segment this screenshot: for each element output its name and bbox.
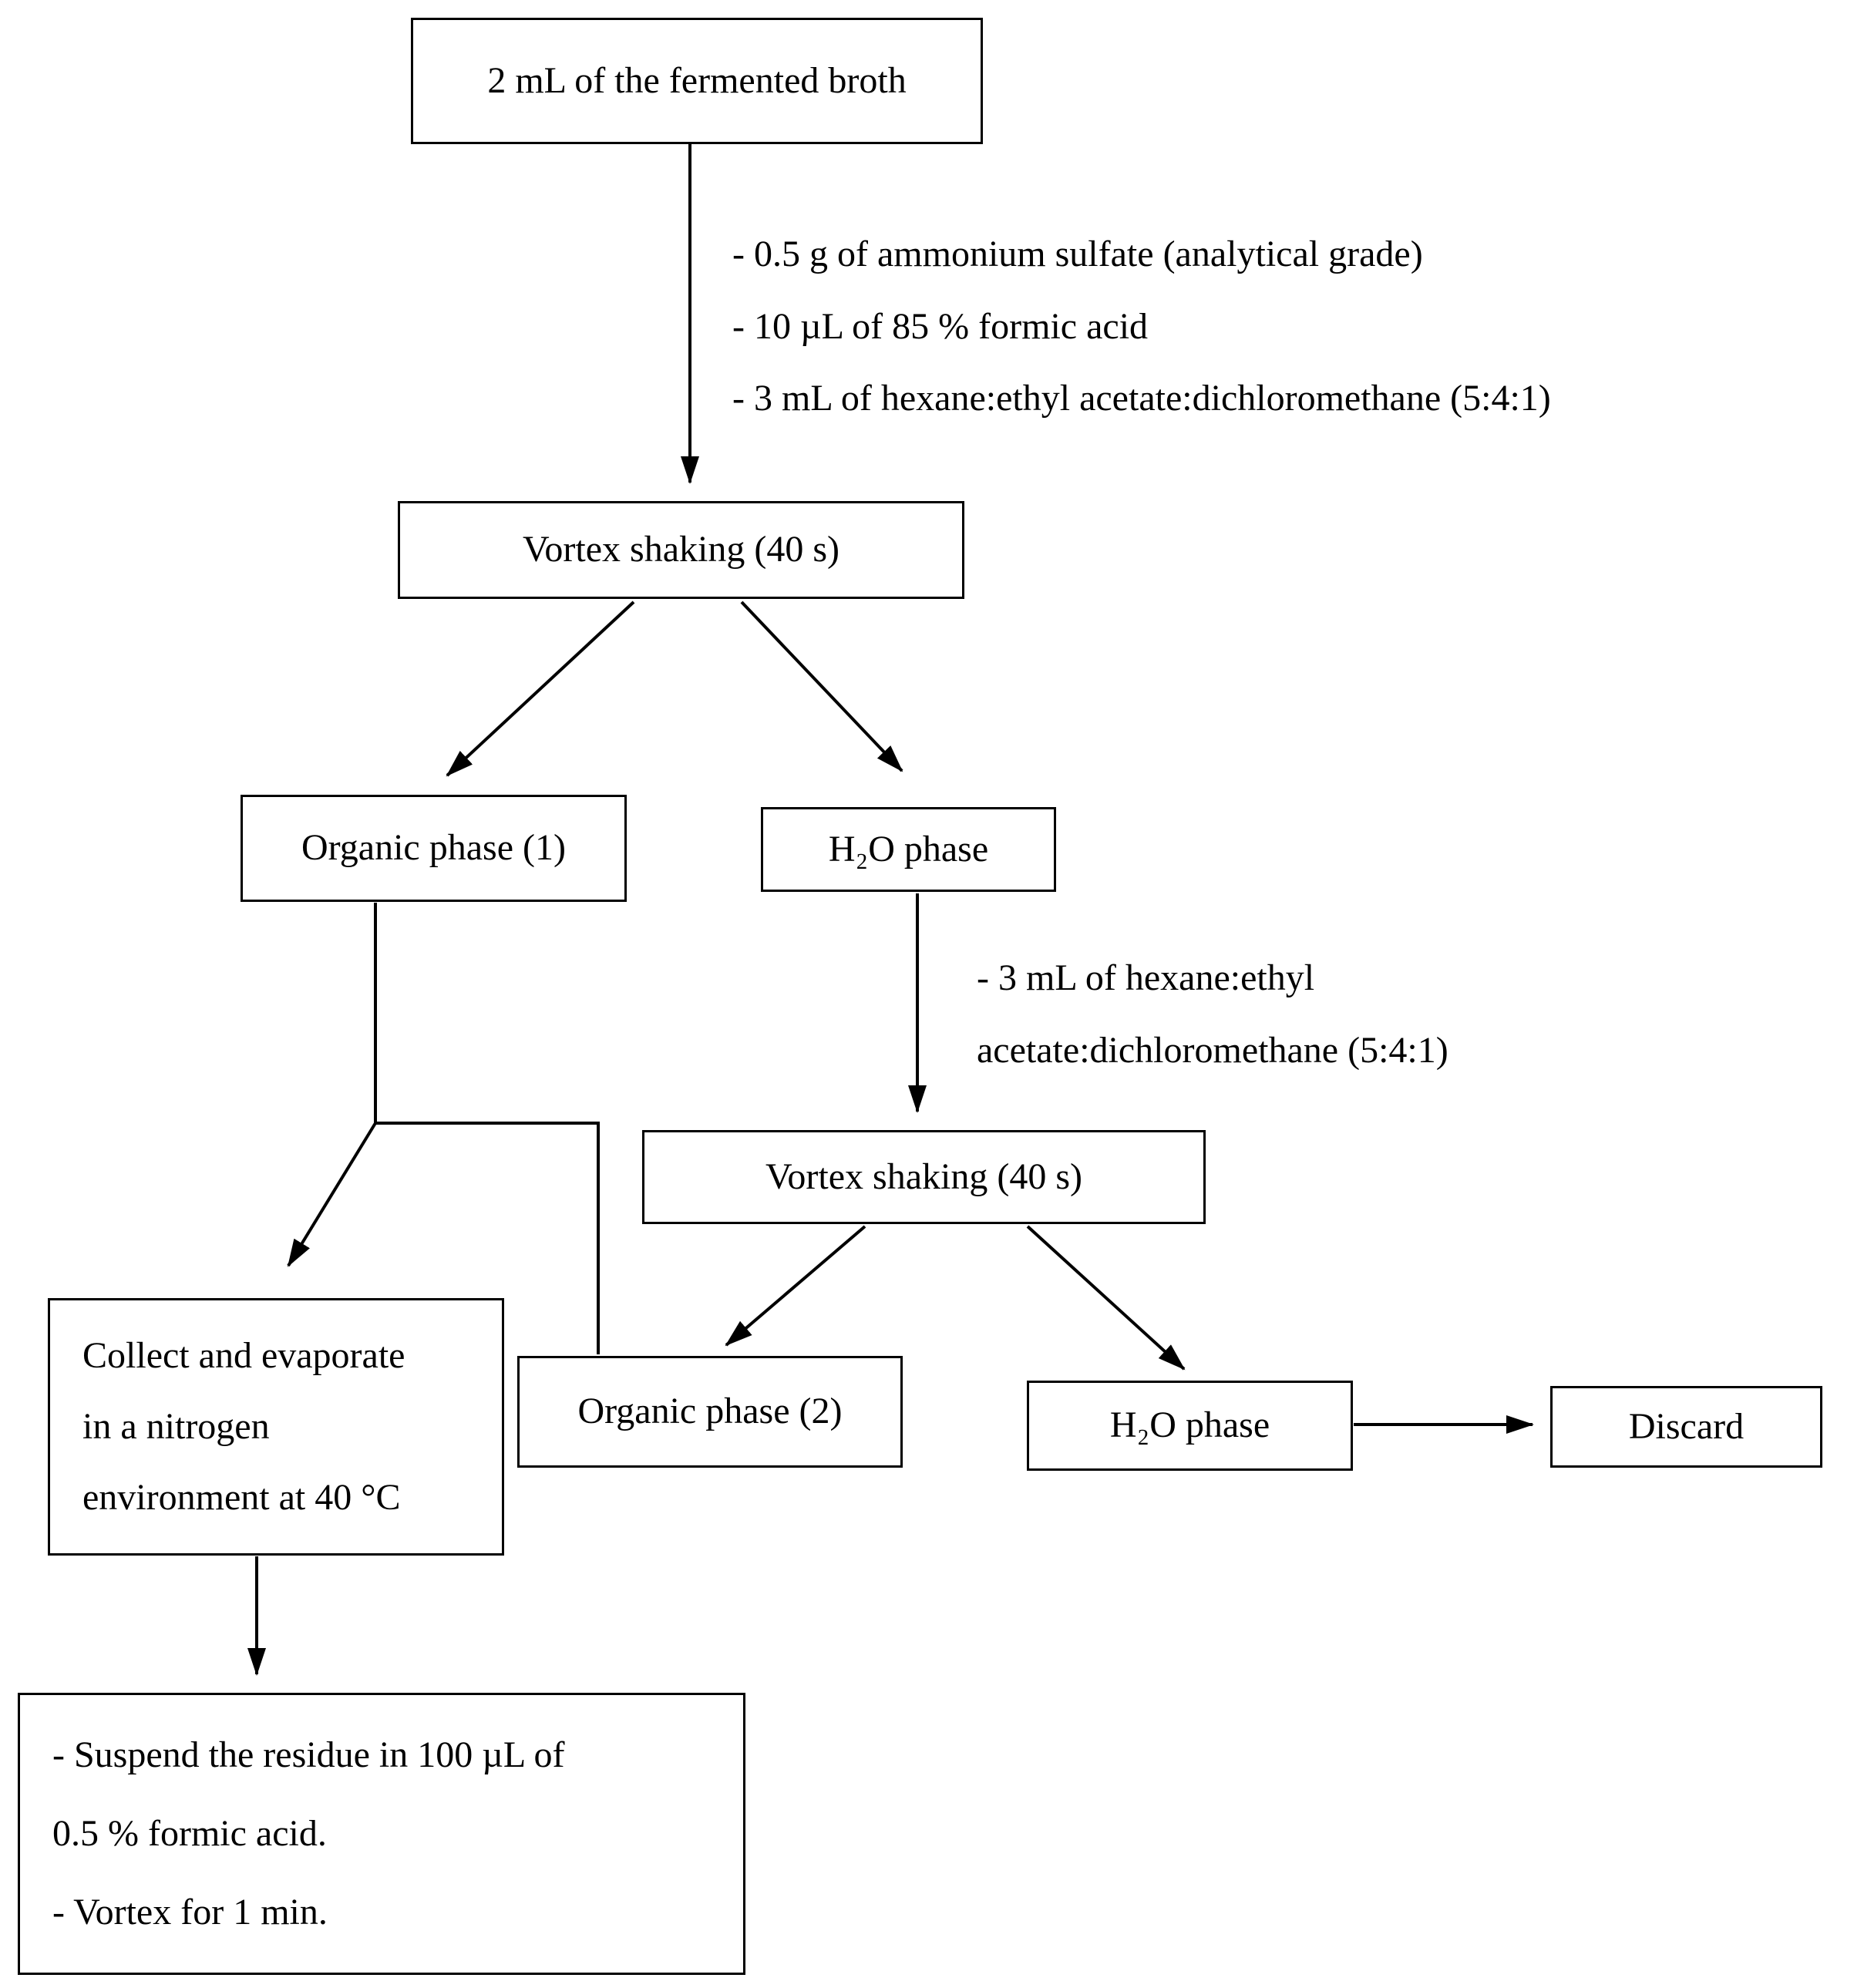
- arrow-vortex1-to-organic1: [447, 602, 634, 775]
- node-fermented-broth: [411, 18, 983, 144]
- annotation-step1-line1: - 0.5 g of ammonium sulfate (analytical grade): [732, 234, 1423, 274]
- node-collect-evaporate-line2: in a nitrogen: [82, 1405, 270, 1447]
- node-vortex-shaking-2: [642, 1130, 1206, 1224]
- node-collect-evaporate: [48, 1298, 504, 1556]
- node-vortex-shaking-1-label: Vortex shaking (40 s): [522, 529, 840, 570]
- node-collect-evaporate-line1: Collect and evaporate: [82, 1334, 405, 1376]
- node-organic-phase-1: [241, 795, 627, 902]
- node-water-phase-1-label: H₂O phase: [828, 828, 989, 870]
- arrow-vortex1-to-water1: [742, 602, 902, 771]
- node-organic-phase-2-label: Organic phase (2): [577, 1391, 843, 1432]
- node-suspend-residue-line1: - Suspend the residue in 100 µL of: [52, 1734, 565, 1776]
- annotation-step2-line1: - 3 mL of hexane:ethyl: [977, 957, 1315, 998]
- annotation-step1-line3: - 3 mL of hexane:ethyl acetate:dichloromethane (5:4:1): [732, 378, 1551, 419]
- node-water-phase-2-label: H₂O phase: [1109, 1404, 1270, 1446]
- annotation-step1-line2: - 10 µL of 85 % formic acid: [732, 305, 1149, 347]
- node-vortex-shaking-2-label: Vortex shaking (40 s): [765, 1155, 1083, 1197]
- annotation-step1-additives: [732, 218, 1551, 435]
- node-organic-phase-1-label: Organic phase (1): [301, 827, 566, 869]
- node-organic-phase-2: [517, 1356, 903, 1468]
- node-discard-label: Discard: [1628, 1405, 1745, 1447]
- node-collect-evaporate-line3: environment at 40 °C: [82, 1477, 401, 1519]
- node-vortex-shaking-1: [398, 501, 964, 599]
- node-discard: [1550, 1386, 1822, 1468]
- annotation-step2-line2: acetate:dichloromethane (5:4:1): [977, 1029, 1448, 1071]
- node-water-phase-2: [1027, 1381, 1353, 1471]
- node-suspend-residue: [18, 1693, 745, 1975]
- connector-organic-phases: [375, 903, 598, 1354]
- node-suspend-residue-line3: - Vortex for 1 min.: [52, 1891, 328, 1932]
- arrow-vortex2-to-organic2: [726, 1226, 865, 1345]
- annotation-step2-solvent: [977, 942, 1448, 1086]
- node-water-phase-1: [761, 807, 1056, 892]
- node-suspend-residue-line2: 0.5 % formic acid.: [52, 1813, 327, 1855]
- arrow-vortex2-to-water2: [1028, 1226, 1184, 1369]
- node-fermented-broth-label: 2 mL of the fermented broth: [487, 59, 907, 101]
- arrow-join-to-collect: [288, 1123, 375, 1266]
